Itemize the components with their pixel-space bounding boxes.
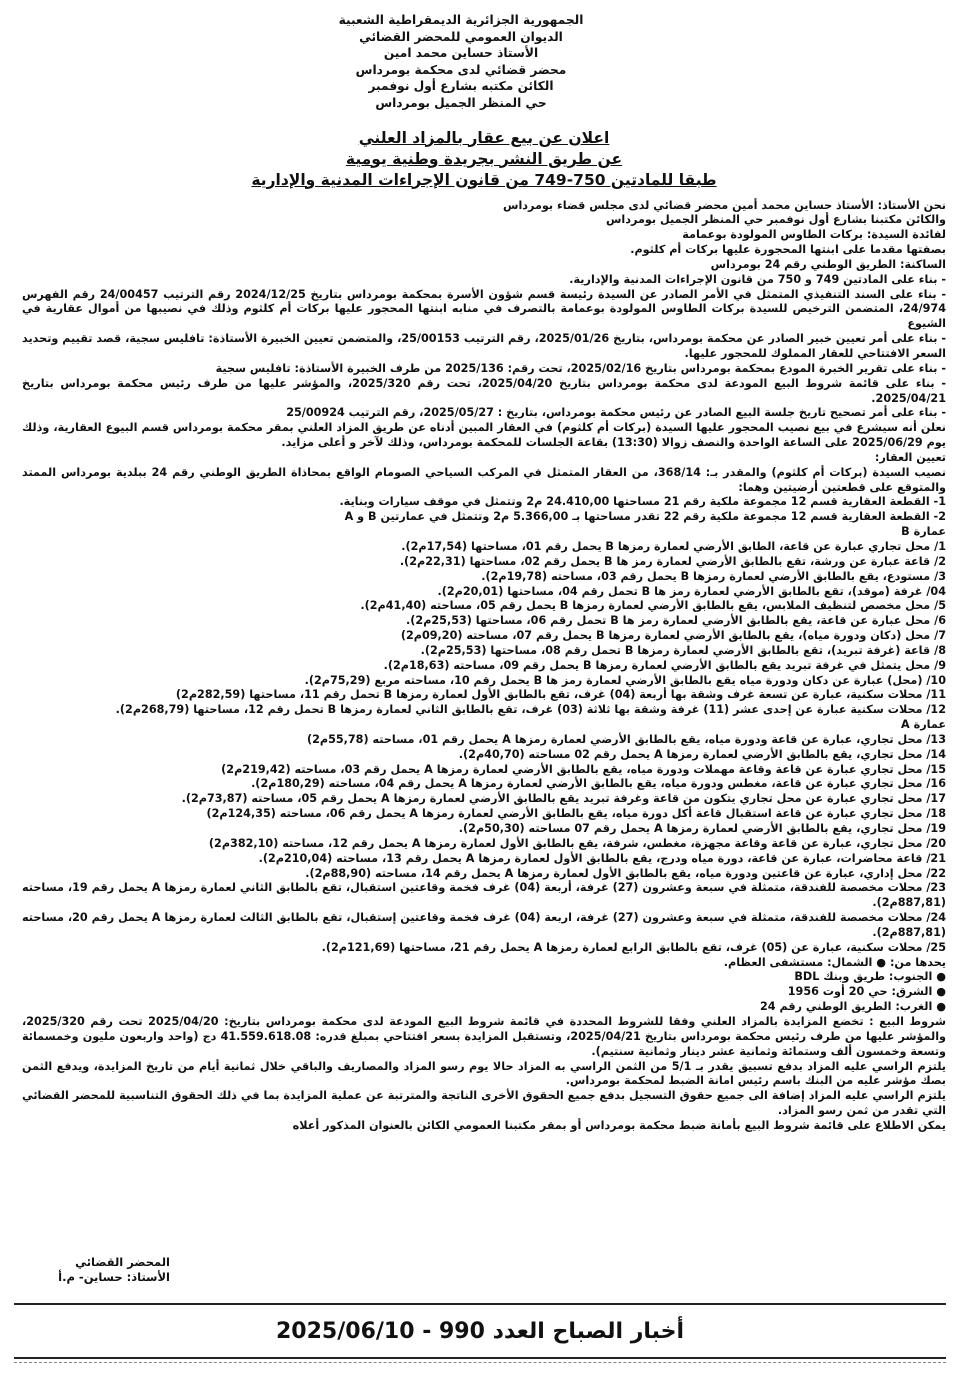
body-paragraph: 15/ محل تجاري عبارة عن قاعة وقاعة مهملات ودورة مياه، يقع بالطابق الأرضي لعمارة رمزها A يحمل رقم 03، مساحته (219,42م2) — [221, 762, 946, 776]
body-paragraph: 25/ محلات سكنية، عبارة عن (05) غرف، تقع بالطابق الرابع لعمارة رمزها A يحمل رقم 21، مساحتها (121,69م2). — [321, 940, 946, 954]
body-paragraph: ● الجنوب: طريق وبنك BDL — [794, 970, 946, 984]
body-paragraph: تعيين العقار: — [874, 450, 946, 464]
body-paragraph: 5/ محل مخصص لتنظيف الملابس، يقع بالطابق الأرضي لعمارة رمزها B يحمل رقم 05، مساحته (41,40م2). — [360, 599, 946, 613]
title-line-1: اعلان عن بيع عقار بالمزاد العلني — [358, 128, 610, 147]
title-line-3: طبقا للمادتين 750-749 من قانون الإجراءات المدنية والإدارية — [251, 170, 717, 189]
body-paragraph: شروط البيع : تخضع المزايدة بالمزاد العلني وفقا للشروط المحددة في قائمة شروط البيع المودعة لدى محكمة بومرداس بتاريخ: 2025/04/20 تحت رقم 2025/320، والمؤشر عليها من طرف رئيس محكمة بومرداس بتاريخ 2025/04/21، وتستقبل المزايدة بسعر افتتاحي بمبلغ قدره: 41.559.618.08 دج (واحد واربعون مليون وخمسمائة وتسعة وخمسون ألف وستمائة وثمانية عشر دينار وثمانية سنتيم). — [22, 1014, 946, 1058]
body-paragraph: ● الشرق: حي 20 أوت 1956 — [787, 985, 946, 999]
body-paragraph: 10/ (محل) عبارة عن دكان ودورة مياه يقع بالطابق الأرضي لعمارة رمز ها B يحمل رقم 10، مساحته مربع (75,29م2). — [304, 673, 946, 687]
signature-name: الأستاذ: حساين- م.أ — [58, 1270, 170, 1284]
body-paragraph: نحن الأستاذ: الأستاذ حساين محمد أمين محضر قضائي لدى مجلس قضاء بومرداس — [503, 198, 946, 212]
body-paragraph: - بناء على تقرير الخبرة المودع بمحكمة بومرداس بتاريخ 2025/02/16، تحت رقم: 2025/136 من طرف الخبيرة الأستاذة: تافليس سجية — [215, 361, 946, 375]
header-line: محضر قضائي لدى محكمة بومرداس — [355, 62, 567, 77]
body-paragraph: والكائن مكتبنا بشارع أول نوفمبر حي المنظر الجميل بومرداس — [606, 213, 946, 227]
announcement-title — [22, 128, 946, 191]
body-paragraph: 16/ محل تجاري عبارة عن قاعة، مغطس ودورة مياه، يقع بالطابق الأرضي لعمارة رمزها A يحمل رقم 04، مساحته (180,29م2). — [251, 777, 946, 791]
body-paragraph: 1- القطعة العقارية قسم 12 مجموعة ملكية رقم 21 مساحتها 24.410,00 م2 وتتمثل في موقف سيارات وبناية. — [339, 495, 946, 509]
body-paragraph: يلتزم الراسي عليه المزاد بدفع تسبيق يقدر بـ 5/1 من الثمن الراسي به المزاد حالا يوم رسو المزاد والمصاريف والباقي خلال ثمانية أيام من تاريخ المزايدة، ويدفع الثمن بصك مؤشر عليه من البنك باسم رئيس امانة الضبط لمحكمة بومرداس. — [22, 1059, 946, 1088]
body-paragraph: 2- القطعة العقارية قسم 12 مجموعة ملكية رقم 22 تقدر مساحتها بـ 5.366,00 م2 وتتمثل في عمارتين B و A — [344, 510, 946, 524]
body-paragraph: نعلن أنه سيشرع في بيع نصيب المحجور عليها السيدة (بركات أم كلثوم) في العقار المبين أدناه عن طريق المزاد العلني بمقر محكمة بومرداس قسم البيوع العقارية، وذلك يوم 2025/06/29 على الساعة الواحدة والنصف زوالا (13:30) بقاعة الجلسات للمحكمة بومرداس، وذلك لآخر و أعلى مزايد. — [22, 421, 946, 450]
body-paragraph: نصيب السيدة (بركات أم كلثوم) والمقدر بـ: 368/14، من العقار المتمثل في المركب السياحي الصومام الواقع بمحاذاة الطريق الوطني رقم 24 ببلدية بومرداس الممتد والمتوقع على قطعتين أرضيتين وهما: — [22, 465, 946, 494]
body-paragraph: 21/ قاعة محاضرات، عبارة عن قاعة، دورة مياه ودرج، يقع بالطابق الأول لعمارة رمزها A يحمل رقم 13، مساحته (210,04م2). — [258, 851, 946, 865]
body-paragraph: 04/ غرفة (موقد)، تقع بالطابق الأرضي لعمارة رمز ها B تحمل رقم 04، مساحتها (20,01م2). — [437, 584, 946, 598]
body-paragraph: لفائدة السيدة: بركات الطاوس المولودة بوعمامة — [682, 228, 946, 242]
divider — [14, 1362, 946, 1363]
body-paragraph: 3/ مستودع، يقع بالطابق الأرضي لعمارة رمزها B يحمل رقم 03، مساحته (19,78م2). — [481, 569, 946, 583]
body-paragraph: 11/ محلات سكنية، عبارة عن تسعة غرف وشقة بها أربعة (04) غرف، تقع بالطابق الأول لعمارة رمزها B تحمل رقم 11، مساحتها (282,59م2) — [175, 688, 946, 702]
body-paragraph: بصفتها مقدما على ابنتها المحجورة عليها بركات أم كلثوم. — [630, 243, 946, 257]
body-paragraph: عمارة B — [901, 525, 946, 539]
body-paragraph: 14/ محل تجاري، يقع بالطابق الأرضي لعمارة رمزها A يحمل رقم 02 مساحته (40,70م2). — [458, 747, 946, 761]
body-paragraph: - بناء على أمر تعيين خبير الصادر عن محكمة بومرداس، بتاريخ 2025/01/26، رقم الترتيب 25/00153، والمتضمن تعيين الخبيرة الأستاذة: تافليس سجية، قصد تقييم وتحديد السعر الافتتاحي للعقار المملوك للمحجور عليها. — [22, 332, 947, 360]
body-paragraph: يحدها من: ● الشمال: مستشفى العظام. — [723, 955, 946, 969]
body-paragraph: عمارة A — [901, 718, 946, 732]
signature-title: المحضر القضائي — [75, 1255, 170, 1269]
body-paragraph: 18/ محل تجاري عبارة عن قاعة استقبال قاعة أكل دورة مياه، يقع بالطابق الأرضي لعمارة رمزها A يحمل رقم 06، مساحته (124,35م2) — [206, 807, 946, 821]
body-paragraph: الساكنة: الطريق الوطني رقم 24 بومرداس — [710, 257, 946, 271]
body-paragraph: 20/ محل تجاري، عبارة عن قاعة وقاعة مجهزة، مغطس، شرفة، يقع بالطابق الأول لعمارة رمزها A يحمل رقم 12، مساحته (382,10م2) — [208, 836, 946, 850]
body-paragraph: 24/ محلات مخصصة للفندقة، متمثلة في سبعة وعشرون (27) غرفة، اربعة (04) غرف فخمة وقاعتين إستقبال، تقع بالطابق الثالث لعمارة رمزها A يحمل رقم 20، مساحته (887,81م2). — [22, 911, 947, 939]
header-line: الأستاذ حساين محمد امين — [383, 46, 539, 61]
body-paragraph: 23/ محلات مخصصة للفندقة، متمثلة في سبعة وعشرون (27) غرفة، أربعة (04) غرف فخمة وقاعتين استقبال، تقع بالطابق الثاني لعمارة رمزها A يحمل رقم 19، مساحته (887,81م2). — [22, 881, 946, 910]
body-paragraph: - بناء على أمر تصحيح تاريخ جلسة البيع الصادر عن رئيس محكمة بومرداس، بتاريخ : 2025/05/27، رقم الترتيب 25/00924 — [286, 406, 946, 420]
body-paragraph: 19/ محل تجاري، يقع بالطابق الأرضي لعمارة رمزها A يحمل رقم 07 مساحته (50,30م2). — [458, 822, 946, 835]
body-paragraph: يلتزم الراسي عليه المزاد إضافة الى جميع حقوق التسجيل بدفع جميع الحقوق الأخرى الناتجة والمترتبة عن عملية المزايدة بما في ذلك الحقوق التناسبية للمحضر القضائي التي تقدر من ثمن رسو المزاد. — [22, 1089, 946, 1118]
body-paragraph: 6/ محل عبارة عن قاعة، يقع بالطابق الأرضي لعمارة رمز ها B تحمل رقم 06، مساحتها (25,53م2). — [406, 614, 946, 628]
body-paragraph: 1/ محل تجاري عبارة عن قاعة، الطابق الأرضي لعمارة رمزها B يحمل رقم 01، مساحتها (17,54م2). — [401, 539, 946, 553]
body-paragraph: - بناء على المادتين 749 و 750 من قانون الإجراءات المدنية والإدارية. — [569, 272, 946, 286]
body-paragraph: 8/ قاعة (غرفة تبريد)، تقع بالطابق الأرضي لعمارة رمزها B تحمل رقم 08، مساحتها (25,53م2). — [420, 643, 946, 657]
body-paragraph: 22/ محل إداري، عبارة عن قاعتين ودورة مياه، يقع بالطابق الأول لعمارة رمزها A يحمل رقم 14، مساحته (88,90م2). — [305, 866, 946, 880]
body-paragraph: 7/ محل (دكان ودورة مياه)، يقع بالطابق الأرضي لعمارة رمزها B يحمل رقم 07، مساحته (09,20م2) — [400, 629, 946, 643]
body-paragraph: ● الغرب: الطريق الوطني رقم 24 — [759, 1000, 946, 1014]
body-paragraph: - بناء على السند التنفيذي المتمثل في الأمر الصادر عن السيدة رئيسة قسم شؤون الأسرة بمحكمة بومرداس بتاريخ 2024/12/25 رقم الترتيب 24/00457 رقم الفهرس 24/974، المتضمن الترخيص للسيدة بركات الطاوس المولودة بوعمامة بالتصرف في منابه ابنتها المحجور عليها بركات أم كلثوم وذلك في نصيبها من أموال عقارية في الشيوع — [22, 287, 946, 331]
footer-text: أخبار الصباح العدد 990 - 2025/06/10 — [276, 1318, 684, 1344]
body-paragraph: يمكن الاطلاع على قائمة شروط البيع بأمانة ضبط محكمة بومرداس أو بمقر مكتبنا العمومي الكائن بالعنوان المذكور أعلاه — [292, 1118, 946, 1132]
title-line-2: عن طريق النشر بجريدة وطنية يومية — [345, 149, 623, 168]
header-line: الديوان العمومي للمحضر القضائي — [359, 29, 563, 44]
body-paragraph: 17/ محل تجاري عبارة عن محل تجاري يتكون من قاعة وغرفة تبريد يقع بالطابق الأرضي لعمارة رمزها A يحمل رقم 05، مساحته (73,87م2). — [181, 792, 946, 806]
body-paragraph: - بناء على قائمة شروط البيع المودعة لدى محكمة بومرداس بتاريخ 2025/04/20، تحت رقم 2025/320، والمؤشر عليها من طرف رئيس محكمة بومرداس بتاريخ 2025/04/21. — [22, 376, 947, 405]
header-line: حي المنظر الجميل بومرداس — [375, 95, 547, 110]
body-paragraph: 12/ محلات سكنية عبارة عن إحدى عشر (11) غرفة وشقة بها ثلاثة (03) غرف، تقع بالطابق الثاني لعمارة رمزها B تحمل رقم 12، مساحتها (268,79م2). — [115, 703, 946, 717]
body-paragraph: 2/ قاعة عبارة عن ورشة، تقع بالطابق الأرضي لعمارة رمز ها B يحمل رقم 02، مساحتها (22,31م2). — [399, 554, 946, 568]
header-line: الكائن مكتبه بشارع أول نوفمبر — [368, 79, 554, 94]
header-line: الجمهورية الجزائرية الديمقراطية الشعبية — [338, 13, 584, 27]
office-header — [231, 12, 691, 112]
body-paragraph: 9/ محل يتمثل في غرفة تبريد يقع بالطابق الأرضي لعمارة رمزها B يحمل رقم 09، مساحته (18,63م2). — [383, 658, 946, 672]
announcement-body — [22, 199, 946, 1134]
signature-block — [30, 1255, 170, 1285]
newspaper-footer — [14, 1303, 946, 1359]
body-paragraph: 13/ محل تجاري، عبارة عن قاعة ودورة مياه، يقع بالطابق الأرضي لعمارة رمزها A يحمل رقم 01، مساحته (55,78م2) — [306, 732, 946, 746]
announcement-document — [22, 12, 946, 1134]
